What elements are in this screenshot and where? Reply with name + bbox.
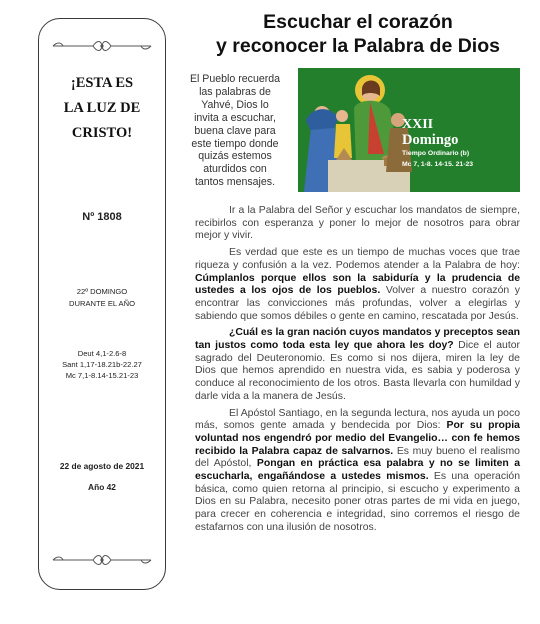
intro-line: El Pueblo recuerda — [189, 73, 281, 85]
issue-number: Nº 1808 — [82, 211, 122, 223]
paragraph-4 — [195, 408, 520, 535]
ornament-divider-top — [49, 39, 155, 53]
intro-line: este tiempo donde — [191, 137, 279, 150]
intro-line: invita a escuchar, — [194, 111, 276, 124]
reading-2: Sant 1,17-18.21b-22.27 — [62, 360, 142, 369]
motto — [39, 71, 165, 146]
motto-line-3: CRISTO! — [71, 125, 133, 141]
liturgical-sunday — [39, 286, 165, 310]
intro-line: Yahvé, Dios lo — [201, 98, 269, 111]
intro-line: quizás estemos — [198, 150, 272, 163]
issue-year: Año 42 — [88, 482, 116, 492]
image-caption-number: XXII — [402, 117, 434, 132]
text-span: Es una operación básica, como quien retorna al principio, si escucho y experimento a Dios en su Palabra, necesito poner otras partes de mi vida en juego, para crecer en coherencia e integridad, sino corremos el riesgo de estafarnos con una ilusión de nosotros. — [195, 471, 521, 533]
bold-quote: Por su propia voluntad nos engendró por medio del Evangelio… con fe hemos recibido la Palabra capaz de salvarnos. — [195, 420, 520, 457]
paragraph-2 — [195, 247, 520, 323]
reading-1: Deut 4,1-2.6-8 — [77, 349, 127, 358]
article-body — [195, 205, 520, 539]
sidebar-card — [38, 18, 166, 590]
readings-list — [39, 348, 165, 381]
motto-line-1: ¡ESTA ES — [70, 75, 134, 91]
text-span: Volver a nuestro corazón y encontrar las convicciones más profundas, volver a elegirlas y sabiendo que somos débiles o gente en camino, rescatada por Jesús. — [195, 285, 520, 322]
intro-line: aturdidos con — [203, 163, 267, 176]
text-span: Dice el autor sagrado del Deuteronomio. Es como si nos dijera, miren la ley de Dios que hemos aprendido en nuestra vida, es sabia y poderosa y conduce al reconocimiento de los otros. Basta llevarla con humildad y darle vida a la manera de Jesús. — [195, 340, 520, 402]
motto-line-2: LA LUZ DE — [63, 100, 141, 116]
image-caption-season: Tiempo Ordinario (b) — [402, 150, 470, 157]
bold-quote: Pongan en práctica esa palabra y no se limiten a escucharla, engañándose a ustedes mismos. — [195, 458, 521, 483]
page-title — [178, 10, 538, 58]
intro-line: tantos mensajes. — [194, 176, 276, 189]
paragraph-1: Ir a la Palabra del Señor y escuchar los mandatos de siempre, recibirlos con esperanza y poner lo mejor de nosotros para obrar mejor y vivir. — [195, 205, 520, 242]
image-caption-sunday: Domingo — [402, 132, 459, 148]
text-span: Es verdad que este es un tiempo de muchas voces que trae riqueza y confusión a la vez. Podemos atender a la Palabra de hoy: — [195, 247, 520, 271]
image-caption-reference: Mc 7, 1-8. 14-15. 21-23 — [402, 161, 474, 168]
bold-quote: ¿Cuál es la gran nación cuyos mandatos y preceptos sean tan justos como toda esta ley que ahora les doy? — [195, 327, 520, 352]
paragraph-3 — [195, 327, 520, 403]
issue-date: 22 de agosto de 2021 — [59, 461, 145, 471]
sunday-line-1: 22º DOMINGO — [76, 287, 128, 296]
intro-text — [176, 73, 294, 189]
reading-3: Mc 7,1-8.14-15.21-23 — [65, 371, 139, 380]
text-span: El Apóstol Santiago, en la segunda lectura, nos ayuda un poco más, somos gente amada y bendecida por Dios: — [195, 407, 520, 432]
intro-line: buena clave para — [194, 124, 276, 137]
intro-line: las palabras de — [199, 85, 271, 98]
sunday-line-2: DURANTE EL AÑO — [69, 299, 135, 308]
bold-quote: Cúmplanlos porque ellos son la sabiduría y la prudencia de ustedes a los ojos de los pueblos. — [195, 272, 520, 297]
text-span: Es muy bueno el realismo del Apóstol, — [195, 445, 520, 470]
title-line-1: Escuchar el corazón — [263, 11, 453, 33]
ornament-divider-bottom — [49, 553, 155, 567]
title-line-2: y reconocer la Palabra de Dios — [216, 35, 500, 57]
